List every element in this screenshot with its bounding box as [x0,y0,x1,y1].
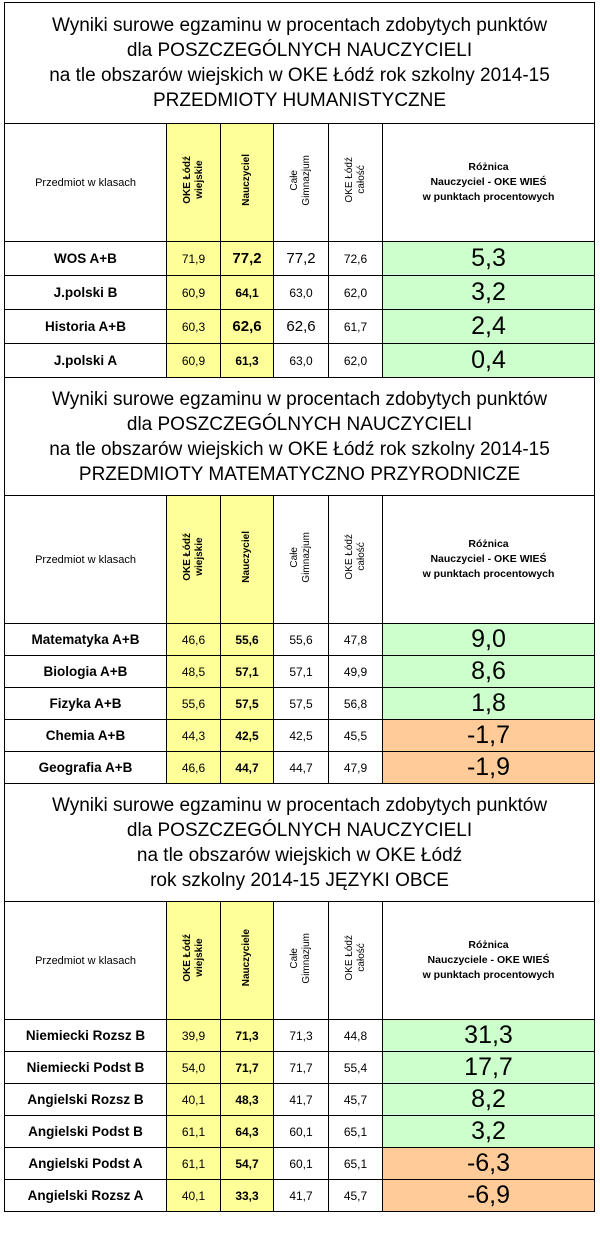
teacher-cell: 55,6 [221,624,274,656]
difference-cell: 8,2 [383,1084,595,1116]
header-difference-text: w punktach procentowych [422,191,555,203]
oke-rural-cell: 46,6 [167,624,221,656]
table-row [5,1116,595,1148]
header-oke-rural-text: OKE Łódź [181,934,193,982]
header-school-text: Całe [289,169,300,191]
table-row [5,1180,595,1212]
school-cell: 57,1 [274,656,329,688]
oke-all-cell: 47,9 [329,752,383,784]
difference-cell: 3,2 [383,276,595,310]
header-oke-rural [167,902,221,1020]
difference-cell: 3,2 [383,1116,595,1148]
oke-all-cell: 49,9 [329,656,383,688]
header-oke-rural-text: wiejskie [193,160,205,200]
header-teacher [221,124,274,242]
column-header-row [5,902,595,1020]
header-oke-rural-text: wiejskie [193,537,205,577]
oke-all-cell: 45,7 [329,1180,383,1212]
difference-cell: 5,3 [383,242,595,276]
school-cell: 63,0 [274,276,329,310]
oke-rural-cell: 40,1 [167,1084,221,1116]
school-cell: 62,6 [274,310,329,344]
header-oke-all-label [344,534,368,580]
teacher-cell: 64,3 [221,1116,274,1148]
subject-cell: WOS A+B [5,242,167,276]
header-oke-rural-text: OKE Łódź [181,533,193,581]
header-oke-all-text: całość [355,943,367,973]
header-oke-all-text: OKE Łódź [343,157,355,203]
teacher-cell: 44,7 [221,752,274,784]
oke-all-cell: 45,5 [329,720,383,752]
school-cell: 60,1 [274,1116,329,1148]
header-school-text: Gimnazjum [301,531,312,583]
header-oke-all-label [344,935,368,981]
subject-cell: Angielski Rozsz A [5,1180,167,1212]
header-oke-rural [167,124,221,242]
table-row [5,688,595,720]
header-oke-rural-label [182,533,206,581]
header-oke-all-text: OKE Łódź [343,935,355,981]
oke-rural-cell: 54,0 [167,1052,221,1084]
teacher-cell: 54,7 [221,1148,274,1180]
oke-rural-cell: 71,9 [167,242,221,276]
header-school-text: Gimnazjum [301,154,312,206]
difference-cell: 17,7 [383,1052,595,1084]
section-title-line: Wyniki surowe egzaminu w procentach zdobytych punktów [51,794,548,816]
oke-all-cell: 45,7 [329,1084,383,1116]
header-teacher-label [241,531,253,583]
oke-all-cell: 72,6 [329,242,383,276]
school-cell: 57,5 [274,688,329,720]
header-teacher-text: Nauczyciele [241,929,252,987]
school-cell: 41,7 [274,1180,329,1212]
header-oke-all-label [344,157,368,203]
table-row [5,720,595,752]
header-subject: Przedmiot w klasach [5,902,167,1020]
oke-rural-cell: 60,9 [167,276,221,310]
subject-cell: J.polski B [5,276,167,310]
subject-cell: Biologia A+B [5,656,167,688]
oke-all-cell: 65,1 [329,1116,383,1148]
column-header-row [5,496,595,624]
teacher-cell: 57,1 [221,656,274,688]
subject-cell: Angielski Rozsz B [5,1084,167,1116]
school-cell: 71,7 [274,1052,329,1084]
header-oke-rural-label [182,934,206,982]
header-subject: Przedmiot w klasach [5,496,167,624]
section-title-line: dla POSZCZEGÓLNYCH NAUCZYCIELI [126,819,473,841]
oke-rural-cell: 48,5 [167,656,221,688]
table-row [5,624,595,656]
header-school-text: Całe [289,947,300,969]
subject-cell: Niemiecki Podst B [5,1052,167,1084]
header-difference-text: Różnica [468,538,509,550]
oke-all-cell: 62,0 [329,276,383,310]
results-table [4,2,595,1212]
header-subject: Przedmiot w klasach [5,124,167,242]
oke-all-cell: 55,4 [329,1052,383,1084]
table-row [5,1084,595,1116]
difference-cell: 0,4 [383,344,595,378]
table-row [5,242,595,276]
subject-cell: Matematyka A+B [5,624,167,656]
school-cell: 71,3 [274,1020,329,1052]
section-title [5,3,595,124]
school-cell: 60,1 [274,1148,329,1180]
header-difference-text: w punktach procentowych [422,568,555,580]
header-school-text: Gimnazjum [301,932,312,984]
teacher-cell: 42,5 [221,720,274,752]
header-teacher-text: Nauczyciel [241,154,252,206]
header-difference-text: Różnica [468,161,509,173]
difference-cell: 2,4 [383,310,595,344]
header-oke-rural-label [182,156,206,204]
teacher-cell: 57,5 [221,688,274,720]
header-teacher [221,496,274,624]
teacher-cell: 71,3 [221,1020,274,1052]
header-teacher [221,902,274,1020]
oke-all-cell: 47,8 [329,624,383,656]
section-title-line: rok szkolny 2014-15 JĘZYKI OBCE [150,869,449,891]
results-sheet [4,2,594,1212]
teacher-cell: 62,6 [221,310,274,344]
header-school [274,496,329,624]
section-title-line: dla POSZCZEGÓLNYCH NAUCZYCIELI [126,413,473,435]
table-row [5,1020,595,1052]
header-school-label [289,155,313,206]
subject-cell: J.polski A [5,344,167,378]
header-oke-rural-text: OKE Łódź [181,156,193,204]
header-difference [383,902,595,1020]
oke-rural-cell: 39,9 [167,1020,221,1052]
results-table-body [5,3,595,1212]
oke-rural-cell: 60,3 [167,310,221,344]
difference-cell: 1,8 [383,688,595,720]
school-cell: 77,2 [274,242,329,276]
section-title-line: PRZEDMIOTY MATEMATYCZNO PRZYRODNICZE [78,463,521,485]
section-title-line: na tle obszarów wiejskich w OKE Łódź rok szkolny 2014-15 [49,65,550,86]
difference-cell: 9,0 [383,624,595,656]
oke-rural-cell: 46,6 [167,752,221,784]
section-title-line: na tle obszarów wiejskich w OKE Łódź [136,844,463,866]
section-title-line: Wyniki surowe egzaminu w procentach zdobytych punktów [51,388,548,410]
school-cell: 55,6 [274,624,329,656]
teacher-cell: 64,1 [221,276,274,310]
header-school [274,124,329,242]
subject-cell: Chemia A+B [5,720,167,752]
header-difference-text: Nauczyciel - OKE WIEŚ [430,553,547,565]
section-title [5,378,595,496]
header-teacher-label [241,929,253,986]
oke-all-cell: 61,7 [329,310,383,344]
difference-cell: -1,7 [383,720,595,752]
difference-cell: 8,6 [383,656,595,688]
header-oke-all-text: całość [355,165,367,195]
table-row [5,1052,595,1084]
header-oke-all-text: OKE Łódź [343,534,355,580]
table-row [5,1148,595,1180]
header-oke-all [329,496,383,624]
header-oke-all [329,902,383,1020]
section-title-line: na tle obszarów wiejskich w OKE Łódź rok szkolny 2014-15 [49,438,550,460]
subject-cell: Historia A+B [5,310,167,344]
subject-cell: Angielski Podst A [5,1148,167,1180]
teacher-cell: 48,3 [221,1084,274,1116]
difference-cell: 31,3 [383,1020,595,1052]
header-teacher-text: Nauczyciel [241,531,252,583]
header-difference-text: Nauczyciel - OKE WIEŚ [430,176,547,188]
subject-cell: Geografia A+B [5,752,167,784]
difference-cell: -1,9 [383,752,595,784]
teacher-cell: 33,3 [221,1180,274,1212]
section-title-line: Wyniki surowe egzaminu w procentach zdobytych punktów [51,15,548,36]
oke-rural-cell: 61,1 [167,1116,221,1148]
header-school-text: Całe [289,546,300,568]
header-oke-rural [167,496,221,624]
header-school-label [289,532,313,583]
school-cell: 41,7 [274,1084,329,1116]
school-cell: 44,7 [274,752,329,784]
section-title-row [5,3,595,124]
teacher-cell: 71,7 [221,1052,274,1084]
header-oke-all [329,124,383,242]
subject-cell: Angielski Podst B [5,1116,167,1148]
subject-cell: Niemiecki Rozsz B [5,1020,167,1052]
header-difference [383,124,595,242]
section-title [5,784,595,902]
oke-all-cell: 44,8 [329,1020,383,1052]
subject-cell: Fizyka A+B [5,688,167,720]
oke-rural-cell: 61,1 [167,1148,221,1180]
header-difference-text: w punktach procentowych [422,969,555,981]
oke-rural-cell: 60,9 [167,344,221,378]
section-title-line: dla POSZCZEGÓLNYCH NAUCZYCIELI [126,40,473,61]
section-title-line: PRZEDMIOTY HUMANISTYCZNE [152,90,447,111]
table-row [5,276,595,310]
school-cell: 42,5 [274,720,329,752]
oke-rural-cell: 55,6 [167,688,221,720]
header-difference-text: Różnica [468,939,509,951]
oke-all-cell: 56,8 [329,688,383,720]
header-oke-all-text: całość [355,542,367,572]
table-row [5,656,595,688]
difference-cell: -6,9 [383,1180,595,1212]
section-title-row [5,784,595,902]
table-row [5,310,595,344]
oke-all-cell: 65,1 [329,1148,383,1180]
section-title-row [5,378,595,496]
header-teacher-label [241,154,253,206]
oke-rural-cell: 40,1 [167,1180,221,1212]
header-difference [383,496,595,624]
column-header-row [5,124,595,242]
school-cell: 63,0 [274,344,329,378]
header-difference-text: Nauczyciele - OKE WIEŚ [427,954,550,966]
teacher-cell: 77,2 [221,242,274,276]
header-school-label [289,933,313,984]
teacher-cell: 61,3 [221,344,274,378]
oke-all-cell: 62,0 [329,344,383,378]
table-row [5,752,595,784]
header-oke-rural-text: wiejskie [193,938,205,978]
table-row [5,344,595,378]
header-school [274,902,329,1020]
difference-cell: -6,3 [383,1148,595,1180]
oke-rural-cell: 44,3 [167,720,221,752]
